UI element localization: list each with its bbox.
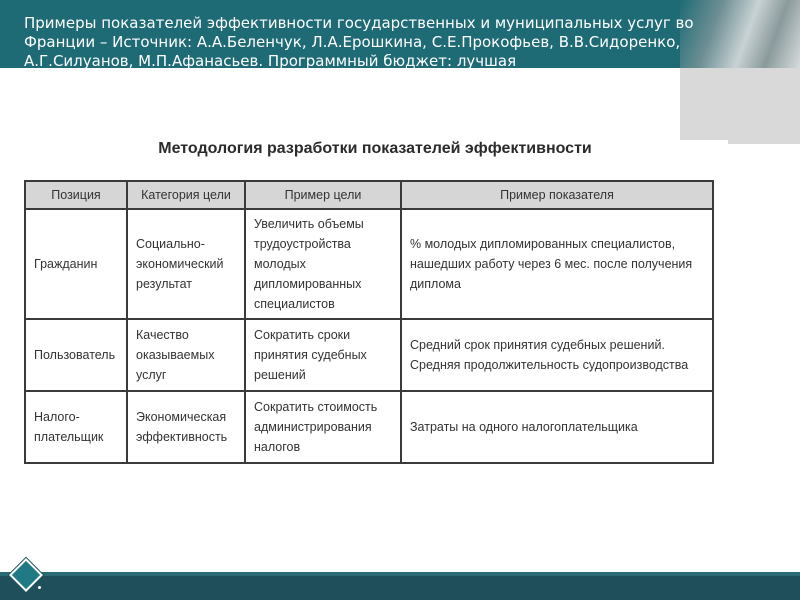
cell-position: Пользователь	[25, 319, 127, 391]
slide-footer	[0, 572, 800, 600]
cell-position: Налого-плательщик	[25, 391, 127, 463]
slide-title: Примеры показателей эффективности государственных и муниципальных услуг во Франции – Источник: А.А.Беленчук, Л.А.Ерошкина, С.Е.Прокофьев, В.В.Сидоренко, А.Г.Силуанов, М.П.Афанасьев. Программный бюджет: лучшая	[24, 14, 694, 68]
cell-goal: Сократить стоимость администрирования налогов	[245, 391, 401, 463]
table-row	[25, 319, 713, 391]
cell-indicator: Средний срок принятия судебных решений. Средняя продолжительность судопроизводства	[401, 319, 713, 391]
cell-indicator: Затраты на одного налогоплательщика	[401, 391, 713, 463]
cell-goal: Увеличить объемы трудоустройства молодых дипломированных специалистов	[245, 209, 401, 319]
cell-category: Социально-экономический результат	[127, 209, 245, 319]
column-header: Категория цели	[127, 181, 245, 209]
dot-icon	[38, 586, 41, 589]
column-header: Пример цели	[245, 181, 401, 209]
cell-category: Качество оказываемых услуг	[127, 319, 245, 391]
table-row	[25, 209, 713, 319]
document-title: Методология разработки показателей эффективности	[158, 140, 592, 157]
footer-strip	[0, 572, 800, 576]
decor-panel	[680, 68, 800, 144]
table-row	[25, 391, 713, 463]
cell-category: Экономическая эффективность	[127, 391, 245, 463]
document-image	[22, 140, 728, 452]
column-header: Пример показателя	[401, 181, 713, 209]
table-header-row	[25, 181, 713, 209]
methodology-table	[24, 180, 714, 464]
cell-goal: Сократить сроки принятия судебных решений	[245, 319, 401, 391]
column-header: Позиция	[25, 181, 127, 209]
slide-header	[0, 0, 800, 68]
cell-position: Гражданин	[25, 209, 127, 319]
cell-indicator: % молодых дипломированных специалистов, нашедших работу через 6 мес. после получения диплома	[401, 209, 713, 319]
